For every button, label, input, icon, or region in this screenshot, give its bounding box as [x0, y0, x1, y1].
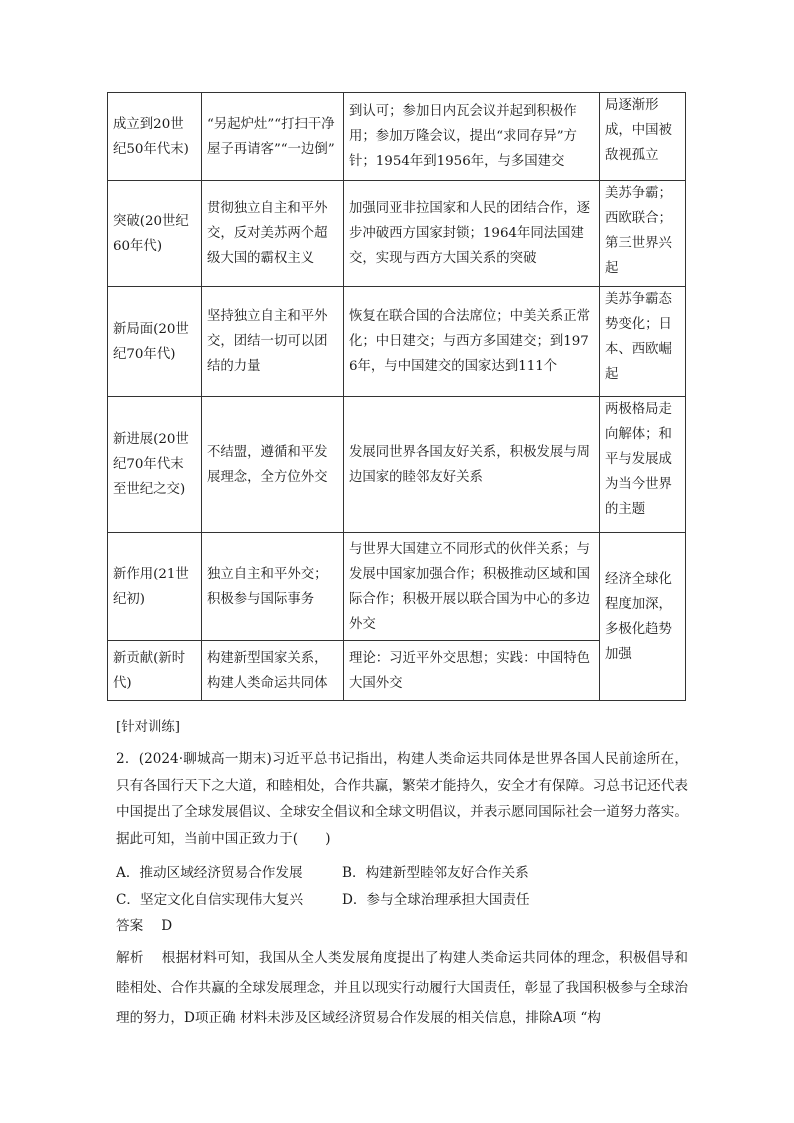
table-cell-stage: 新贡献(新时代)	[108, 641, 202, 701]
answer-line	[116, 915, 688, 937]
table-row	[108, 641, 686, 701]
table-cell-policy: 坚持独立自主和平外交，团结一切可以团结的力量	[202, 287, 344, 397]
options-row	[116, 860, 688, 887]
table-cell-background: 经济全球化程度加深，多极化趋势加强	[600, 533, 686, 701]
table-row	[108, 287, 686, 397]
table-cell-stage: 成立到20世纪50年代末)	[108, 93, 202, 181]
table-cell-background: 美苏争霸态势变化；日本、西欧崛起	[600, 287, 686, 397]
table-cell-events: 恢复在联合国的合法席位；中美关系正常化；中日建交；与西方多国建交；到1976年，与中国建交的国家达到111个	[344, 287, 600, 397]
table-cell-events: 发展同世界各国友好关系，积极发展与周边国家的睦邻友好关系	[344, 397, 600, 533]
table-row	[108, 397, 686, 533]
table-cell-policy: 不结盟，遵循和平发展理念，全方位外交	[202, 397, 344, 533]
question-options	[116, 860, 688, 914]
option-a: A．推动区域经济贸易合作发展	[116, 865, 303, 881]
table-cell-events: 与世界大国建立不同形式的伙伴关系；与发展中国家加强合作；积极推动区域和国际合作；积极开展以联合国为中心的多边外交	[344, 533, 600, 641]
table-row	[108, 93, 686, 181]
table-cell-policy: 贯彻独立自主和平外交，反对美苏两个超级大国的霸权主义	[202, 181, 344, 287]
table-cell-policy: 独立自主和平外交；积极参与国际事务	[202, 533, 344, 641]
option-d: D．参与全球治理承担大国责任	[342, 892, 530, 908]
table-cell-stage: 新进展(20世纪70年代末至世纪之交)	[108, 397, 202, 533]
answer-value: D	[161, 918, 173, 934]
options-row	[116, 887, 688, 914]
option-b: B．构建新型睦邻友好合作关系	[342, 865, 529, 881]
table-cell-events: 理论：习近平外交思想；实践：中国特色大国外交	[344, 641, 600, 701]
table-cell-policy: 构建新型国家关系，构建人类命运共同体	[202, 641, 344, 701]
section-title: [针对训练]	[116, 720, 181, 735]
explanation-text: 根据材料可知，我国从全人类发展角度提出了构建人类命运共同体的理念，积极倡导和睦相处、合作共赢的全球发展理念，并且以现实行动履行大国责任，彰显了我国积极参与全球治理的努力，D项正确 材料未涉及区域经济贸易合作发展的相关信息，排除A项 “构	[116, 950, 689, 1026]
table-cell-background: 局逐渐形成，中国被敌视孤立	[600, 93, 686, 181]
table-cell-background: 美苏争霸；西欧联合；第三世界兴起	[600, 181, 686, 287]
table-cell-background: 两极格局走向解体；和平与发展成为当今世界的主题	[600, 397, 686, 533]
table-cell-stage: 突破(20世纪60年代)	[108, 181, 202, 287]
table-cell-stage: 新局面(20世纪70年代)	[108, 287, 202, 397]
table-cell-events: 到认可；参加日内瓦会议并起到积极作用；参加万隆会议，提出“求同存异”方针；1954年到1956年，与多国建交	[344, 93, 600, 181]
option-c: C．坚定文化自信实现伟大复兴	[116, 892, 304, 908]
table-cell-stage: 新作用(21世纪初)	[108, 533, 202, 641]
table-row	[108, 181, 686, 287]
table-cell-events: 加强同亚非拉国家和人民的团结合作，逐步冲破西方国家封锁；1964年同法国建交，实现与西方大国关系的突破	[344, 181, 600, 287]
diplomacy-table	[107, 92, 686, 701]
table-cell-policy: “另起炉灶”“打扫干净屋子再请客”“一边倒”	[202, 93, 344, 181]
explanation-label: 解析	[116, 950, 144, 966]
question-stem: 2．(2024·聊城高一期末)习近平总书记指出，构建人类命运共同体是世界各国人民前途所在，只有各国行天下之大道，和睦相处，合作共赢，繁荣才能持久，安全才有保障。习总书记还代表中国提出了全球发展倡议、全球安全倡议和全球文明倡议，并表示愿同国际社会一道努力落实。据此可知，当前中国正致力于( )	[116, 751, 688, 847]
table-row	[108, 533, 686, 641]
answer-label: 答案	[116, 918, 144, 934]
explanation	[116, 943, 688, 1033]
